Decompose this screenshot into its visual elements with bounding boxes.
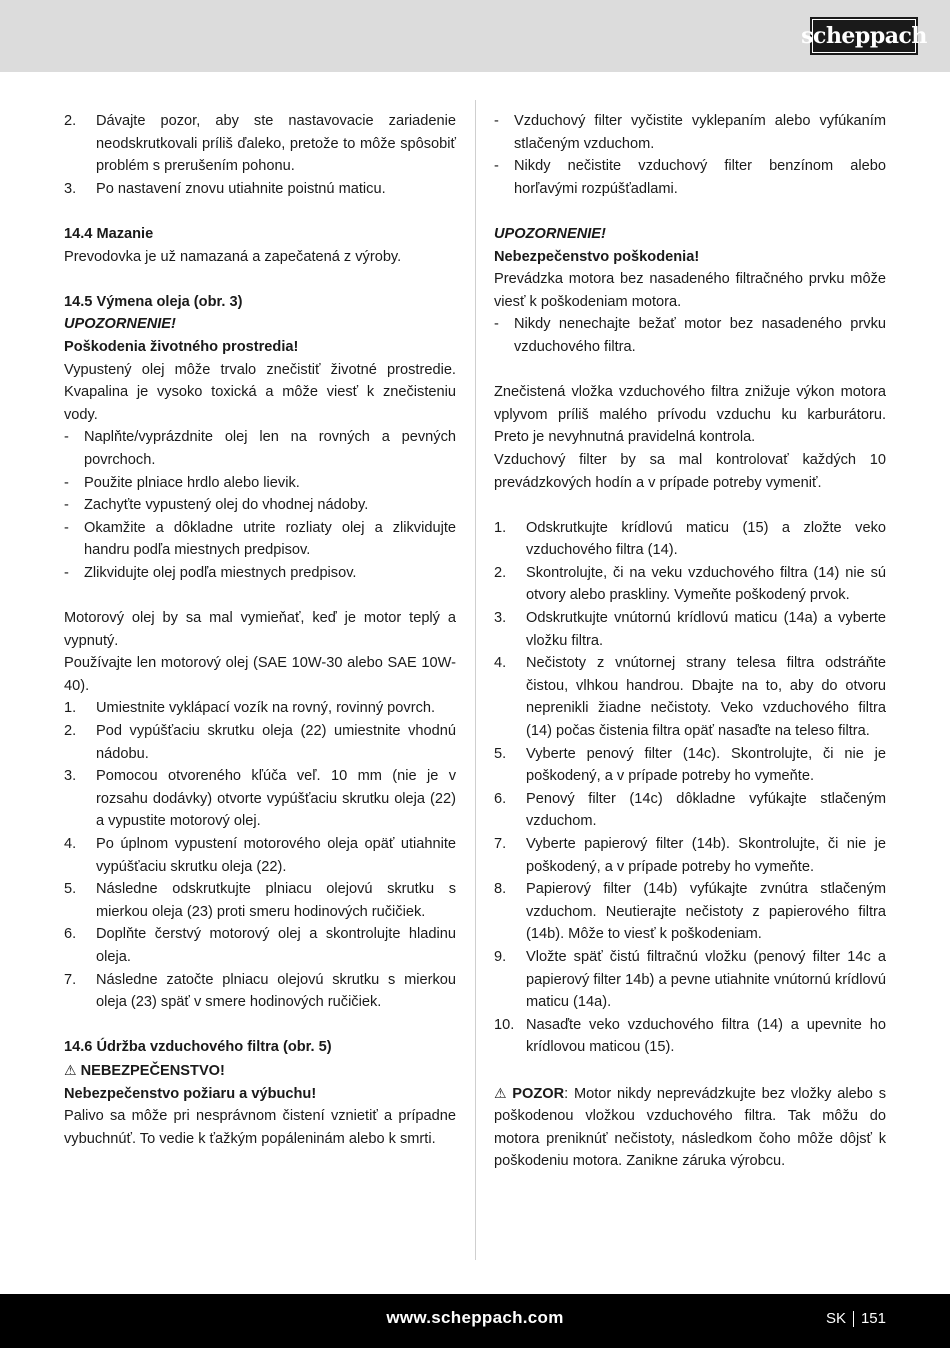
list-item: 1. Umiestnite vyklápací vozík na rovný, rovinný povrch. [64,700,436,717]
list-item: 6. Penový filter (14c) dôkladne vyfúkajte stlačeným vzduchom. [494,790,886,830]
paragraph: Znečistená vložka vzduchového filtra znižuje výkon motora vplyvom príliš malého prívodu vzduchu ku karburátoru. Preto je nevyhnutná pravidelná kontrola. [494,384,886,446]
list-item: 2. Dávajte pozor, aby ste nastavovacie zariadenie neodskrutkovali príliš ďaleko, pretože to môže spôsobiť problém s prerušením pohonu. [64,113,456,175]
bullet-item: - Zlikvidujte olej podľa miestnych predpisov. [64,564,357,581]
list-item: 7. Vyberte papierový filter (14b). Skontrolujte, či nie je poškodený, a v prípade potreby ho vymeňte. [494,836,886,875]
bullet-item: - Okamžite a dôkladne utrite rozliaty olej a zlikvidujte handru podľa miestnych predpisov. [64,519,456,559]
hazard-title: Nebezpečenstvo požiaru a výbuchu! [64,1085,317,1102]
danger-label: ⚠ NEBEZPEČENSTVO! [64,1061,225,1079]
list-item: 3. Odskrutkujte vnútornú krídlovú maticu (14a) a vyberte vložku filtra. [494,610,886,649]
left-column [64,110,456,1150]
section-heading-14-4: 14.4 Mazanie [64,225,154,242]
bullet-item: - Vzduchový filter vyčistite vyklepaním alebo vyfúkaním stlačeným vzduchom. [494,113,886,152]
warning-triangle-icon: ⚠ [64,1061,77,1078]
list-item: 7. Následne zatočte plniacu olejovú skrutku s mierkou oleja (23) späť v smere hodinových ručičiek. [64,971,456,1011]
website-link[interactable]: www.scheppach.com [386,1308,564,1327]
paragraph: Vypustený olej môže trvalo znečistiť životné prostredie. Kvapalina je vysoko toxická a môže viesť k znečisteniu vody. [64,361,456,423]
list-item: 5. Následne odskrutkujte plniacu olejovú skrutku s mierkou oleja (23) proti smeru hodinových ručičiek. [64,881,456,920]
list-item: 3. Pomocou otvoreného kľúča veľ. 10 mm (nie je v rozsahu dodávky) otvorte vypúšťaciu skrutku oleja (22) a vypustite motorový olej. [64,768,456,830]
paragraph: Vzduchový filter by sa mal kontrolovať každých 10 prevádzkových hodín a v prípade potreby vymeniť. [494,451,886,491]
paragraph: Motorový olej by sa mal vymieňať, keď je motor teplý a vypnutý. [64,610,456,649]
footer-band [0,1294,950,1348]
warning-label: UPOZORNENIE! [494,225,606,242]
hazard-title: Nebezpečenstvo poškodenia! [494,248,700,265]
bullet-item: - Zachyťte vypustený olej do vhodnej nádoby. [64,497,369,514]
bullet-item: - Naplňte/vyprázdnite olej len na rovných a pevných povrchoch. [64,429,456,468]
list-item: 9. Vložte späť čistú filtračnú vložku (penový filter 14c a papierový filter 14b) a pevne utiahnite vnútornú krídlovú maticu (14a). [494,948,886,1011]
list-item: 6. Doplňte čerstvý motorový olej a skontrolujte hladinu oleja. [64,926,456,965]
hazard-title: Poškodenia životného prostredia! [64,338,299,355]
list-item: 2. Pod vypúšťaciu skrutku oleja (22) umiestnite vhodnú nádobu. [64,723,456,762]
page-info [826,1310,886,1327]
separator [853,1311,854,1327]
list-item: 10. Nasaďte veko vzduchového filtra (14) a upevnite ho krídlovou maticou (15). [494,1016,886,1056]
section-heading-14-6: 14.6 Údržba vzduchového filtra (obr. 5) [64,1039,332,1056]
page-number: 151 [860,1310,886,1327]
paragraph: Prevádzka motora bez nasadeného filtračného prvku môže viesť k poškodeniam motora. [494,271,886,310]
header-band [0,0,950,72]
section-heading-14-5: 14.5 Výmena oleja (obr. 3) [64,293,243,310]
list-item: 1. Odskrutkujte krídlovú maticu (15) a zložte veko vzduchového filtra (14). [494,519,886,559]
list-item: 5. Vyberte penový filter (14c). Skontrolujte, či nie je poškodený, a v prípade potreby ho vymeňte. [494,745,886,785]
list-item: 2. Skontrolujte, či na veku vzduchového filtra (14) nie sú otvory alebo praskliny. Vymeňte poškodený prvok. [494,564,886,604]
column-divider [475,100,476,1260]
bullet-item: - Nikdy nečistite vzduchový filter benzínom alebo horľavými rozpúšťadlami. [494,158,886,197]
warning-triangle-icon: ⚠ [494,1084,509,1101]
language-code: SK [825,1310,846,1327]
list-item: 3. Po nastavení znovu utiahnite poistnú maticu. [64,180,386,197]
right-column [494,110,886,1173]
warning-label: UPOZORNENIE! [64,316,176,333]
bullet-item: - Nikdy nenechajte bežať motor bez nasadeného prvku vzduchového filtra. [494,316,886,355]
paragraph: Prevodovka je už namazaná a zapečatená z výroby. [64,248,402,265]
list-item: 4. Po úplnom vypustení motorového oleja opäť utiahnite vypúšťaciu skrutku oleja (22). [64,836,456,875]
bullet-item: - Použite plniace hrdlo alebo lievik. [64,474,300,491]
paragraph: Používajte len motorový olej (SAE 10W-30 alebo SAE 10W-40). [64,655,456,694]
brand-logo: scheppach [810,17,918,55]
caution-paragraph: ⚠ POZOR: Motor nikdy neprevádzkujte bez vložky alebo s poškodenou vložkou vzduchového filtra. Tak môžu do motora preniknúť nečistoty, následkom čoho môže dôjsť k poškodeniu motora. Zanikne záruka výrobcu. [494,1084,886,1170]
list-item: 8. Papierový filter (14b) vyfúkajte zvnútra stlačeným vzduchom. Neutierajte nečistoty z papierového filtra (14b). Môže to viesť k poškodeniam. [494,881,886,943]
paragraph: Palivo sa môže pri nesprávnom čistení vznietiť a prípadne vybuchnúť. To vedie k ťažkým popáleninám alebo k smrti. [64,1108,456,1147]
list-item: 4. Nečistoty z vnútornej strany telesa filtra odstráňte čistou, vlhkou handrou. Dbajte na to, aby do otvoru neprenikli žiadne nečistoty. Veko vzduchového filtra (14) počas čistenia filtra opäť nasaďte na teleso filtra. [494,655,886,740]
